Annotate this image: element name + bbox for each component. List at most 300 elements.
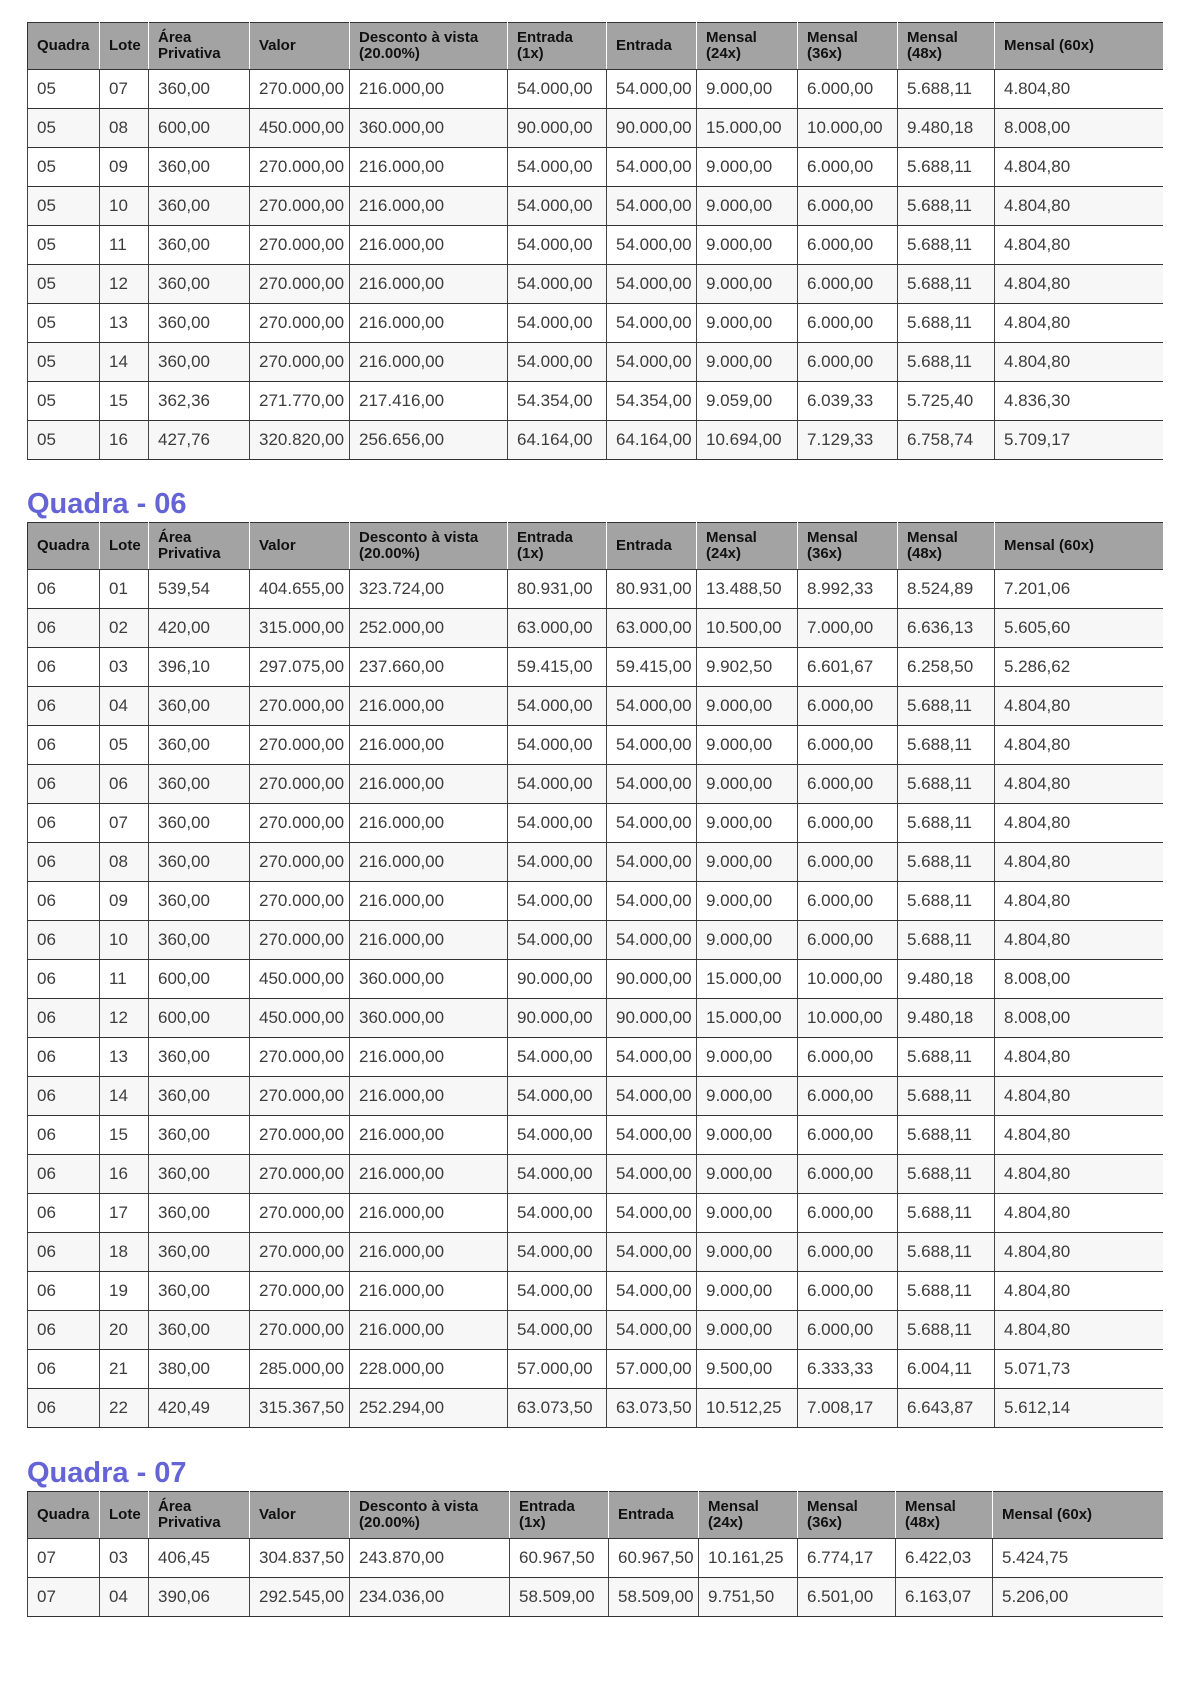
cell-entrada-1x: 90.000,00 [508,960,607,999]
cell-valor: 270.000,00 [250,304,350,343]
cell-mensal-36x: 6.000,00 [798,882,898,921]
cell-mensal-36x: 6.000,00 [798,804,898,843]
cell-lote: 20 [100,1311,149,1350]
table-row [28,1038,1163,1077]
cell-desconto-a-vista: 216.000,00 [350,304,508,343]
cell-entrada-1x: 80.931,00 [508,570,607,609]
cell-mensal-60x: 4.804,80 [995,1155,1163,1194]
cell-entrada: 90.000,00 [607,999,697,1038]
cell-entrada: 57.000,00 [607,1350,697,1389]
col-header-entrada-1x: Entrada (1x) [508,523,607,570]
cell-mensal-48x: 5.688,11 [898,882,995,921]
cell-quadra: 06 [28,726,100,765]
cell-area-privativa: 360,00 [149,148,250,187]
cell-entrada: 60.967,50 [609,1539,699,1578]
cell-mensal-48x: 5.688,11 [898,148,995,187]
cell-area-privativa: 539,54 [149,570,250,609]
cell-mensal-48x: 5.688,11 [898,1077,995,1116]
cell-entrada-1x: 54.000,00 [508,1155,607,1194]
cell-entrada-1x: 54.000,00 [508,187,607,226]
cell-area-privativa: 360,00 [149,765,250,804]
cell-desconto-a-vista: 216.000,00 [350,265,508,304]
cell-desconto-a-vista: 216.000,00 [350,765,508,804]
cell-mensal-24x: 9.000,00 [697,343,798,382]
cell-mensal-60x: 4.804,80 [995,343,1163,382]
table-row [28,148,1163,187]
cell-lote: 01 [100,570,149,609]
cell-desconto-a-vista: 216.000,00 [350,1116,508,1155]
cell-area-privativa: 360,00 [149,1272,250,1311]
col-header-desconto-a-vista: Desconto à vista (20.00%) [350,523,508,570]
cell-mensal-24x: 9.000,00 [697,1311,798,1350]
cell-area-privativa: 406,45 [149,1539,250,1578]
cell-mensal-60x: 4.804,80 [995,726,1163,765]
cell-mensal-48x: 9.480,18 [898,960,995,999]
cell-desconto-a-vista: 216.000,00 [350,1233,508,1272]
cell-desconto-a-vista: 237.660,00 [350,648,508,687]
cell-quadra: 06 [28,1038,100,1077]
cell-area-privativa: 360,00 [149,187,250,226]
cell-entrada: 54.000,00 [607,1155,697,1194]
table-row [28,648,1163,687]
cell-valor: 270.000,00 [250,804,350,843]
col-header-entrada-1x: Entrada (1x) [510,1492,609,1539]
cell-mensal-60x: 5.612,14 [995,1389,1163,1428]
cell-mensal-60x: 4.804,80 [995,843,1163,882]
cell-valor: 270.000,00 [250,921,350,960]
cell-mensal-48x: 5.688,11 [898,687,995,726]
cell-entrada: 54.000,00 [607,882,697,921]
cell-lote: 11 [100,960,149,999]
table-row [28,1194,1163,1233]
cell-mensal-24x: 9.000,00 [697,804,798,843]
cell-lote: 16 [100,1155,149,1194]
cell-lote: 02 [100,609,149,648]
cell-mensal-24x: 9.902,50 [697,648,798,687]
table-row [28,343,1163,382]
col-header-quadra: Quadra [28,23,100,70]
col-header-mensal-60x: Mensal (60x) [995,23,1163,70]
col-header-valor: Valor [250,523,350,570]
col-header-mensal-48x: Mensal (48x) [898,23,995,70]
cell-entrada-1x: 90.000,00 [508,999,607,1038]
table-row [28,1389,1163,1428]
cell-entrada: 54.000,00 [607,1272,697,1311]
cell-mensal-48x: 5.688,11 [898,921,995,960]
cell-mensal-48x: 5.688,11 [898,70,995,109]
cell-entrada: 59.415,00 [607,648,697,687]
cell-valor: 315.367,50 [250,1389,350,1428]
table-row [28,226,1163,265]
quadra-07-table [27,1491,1163,1617]
cell-mensal-24x: 9.500,00 [697,1350,798,1389]
cell-mensal-48x: 5.688,11 [898,843,995,882]
cell-mensal-36x: 7.129,33 [798,421,898,460]
cell-mensal-60x: 4.804,80 [995,265,1163,304]
cell-mensal-36x: 7.008,17 [798,1389,898,1428]
cell-quadra: 05 [28,226,100,265]
cell-valor: 450.000,00 [250,109,350,148]
table-row [28,609,1163,648]
cell-quadra: 05 [28,148,100,187]
cell-entrada-1x: 54.000,00 [508,726,607,765]
cell-mensal-36x: 6.000,00 [798,765,898,804]
cell-lote: 19 [100,1272,149,1311]
cell-mensal-36x: 6.000,00 [798,921,898,960]
cell-mensal-36x: 6.039,33 [798,382,898,421]
cell-desconto-a-vista: 216.000,00 [350,1194,508,1233]
cell-lote: 07 [100,804,149,843]
cell-entrada-1x: 54.000,00 [508,765,607,804]
cell-entrada: 58.509,00 [609,1578,699,1617]
cell-desconto-a-vista: 216.000,00 [350,226,508,265]
cell-desconto-a-vista: 252.000,00 [350,609,508,648]
cell-mensal-36x: 6.000,00 [798,1077,898,1116]
cell-quadra: 05 [28,109,100,148]
cell-entrada: 54.000,00 [607,1038,697,1077]
col-header-area-privativa: Área Privativa [149,1492,250,1539]
cell-mensal-24x: 9.000,00 [697,882,798,921]
table-row [28,921,1163,960]
cell-desconto-a-vista: 216.000,00 [350,187,508,226]
cell-entrada: 54.000,00 [607,921,697,960]
cell-entrada-1x: 54.000,00 [508,921,607,960]
cell-valor: 315.000,00 [250,609,350,648]
cell-mensal-60x: 4.804,80 [995,1233,1163,1272]
cell-entrada-1x: 57.000,00 [508,1350,607,1389]
cell-desconto-a-vista: 217.416,00 [350,382,508,421]
cell-lote: 07 [100,70,149,109]
cell-mensal-36x: 6.000,00 [798,226,898,265]
cell-entrada-1x: 54.000,00 [508,343,607,382]
col-header-mensal-48x: Mensal (48x) [896,1492,993,1539]
cell-quadra: 06 [28,882,100,921]
cell-entrada-1x: 54.000,00 [508,1272,607,1311]
cell-desconto-a-vista: 216.000,00 [350,687,508,726]
cell-valor: 270.000,00 [250,765,350,804]
cell-mensal-24x: 15.000,00 [697,960,798,999]
cell-mensal-60x: 4.804,80 [995,804,1163,843]
cell-area-privativa: 360,00 [149,843,250,882]
table-row [28,1350,1163,1389]
table-row [28,265,1163,304]
cell-mensal-48x: 6.758,74 [898,421,995,460]
cell-entrada: 54.000,00 [607,304,697,343]
cell-entrada: 80.931,00 [607,570,697,609]
cell-mensal-36x: 6.000,00 [798,70,898,109]
table-row [28,765,1163,804]
cell-desconto-a-vista: 216.000,00 [350,882,508,921]
col-header-desconto-a-vista: Desconto à vista (20.00%) [350,1492,510,1539]
cell-valor: 404.655,00 [250,570,350,609]
cell-entrada-1x: 63.000,00 [508,609,607,648]
quadra-05-table-wrap [27,22,1162,460]
table-row [28,882,1163,921]
cell-valor: 270.000,00 [250,343,350,382]
cell-mensal-60x: 4.804,80 [995,1311,1163,1350]
table-row [28,1272,1163,1311]
cell-mensal-60x: 4.804,80 [995,1272,1163,1311]
cell-mensal-36x: 8.992,33 [798,570,898,609]
cell-mensal-48x: 9.480,18 [898,109,995,148]
cell-entrada: 54.000,00 [607,765,697,804]
cell-mensal-24x: 10.161,25 [699,1539,798,1578]
table-row [28,1233,1163,1272]
cell-lote: 06 [100,765,149,804]
cell-entrada-1x: 63.073,50 [508,1389,607,1428]
cell-quadra: 06 [28,1233,100,1272]
col-header-lote: Lote [100,23,149,70]
cell-quadra: 06 [28,1272,100,1311]
cell-valor: 270.000,00 [250,1155,350,1194]
cell-mensal-48x: 5.688,11 [898,1311,995,1350]
cell-mensal-24x: 9.000,00 [697,1116,798,1155]
cell-area-privativa: 360,00 [149,1194,250,1233]
cell-entrada: 54.000,00 [607,726,697,765]
cell-area-privativa: 360,00 [149,304,250,343]
cell-entrada-1x: 60.967,50 [510,1539,609,1578]
cell-mensal-36x: 6.000,00 [798,1038,898,1077]
cell-quadra: 06 [28,1155,100,1194]
cell-mensal-24x: 9.000,00 [697,1038,798,1077]
table-row [28,304,1163,343]
cell-desconto-a-vista: 216.000,00 [350,1077,508,1116]
cell-desconto-a-vista: 216.000,00 [350,1155,508,1194]
cell-area-privativa: 360,00 [149,921,250,960]
cell-quadra: 06 [28,1311,100,1350]
table-row [28,960,1163,999]
cell-lote: 15 [100,1116,149,1155]
col-header-mensal-60x: Mensal (60x) [993,1492,1163,1539]
cell-area-privativa: 360,00 [149,1116,250,1155]
cell-entrada: 54.000,00 [607,843,697,882]
cell-mensal-60x: 5.206,00 [993,1578,1163,1617]
table-row [28,726,1163,765]
cell-area-privativa: 362,36 [149,382,250,421]
cell-desconto-a-vista: 216.000,00 [350,1272,508,1311]
table-row [28,1116,1163,1155]
cell-entrada-1x: 54.000,00 [508,1311,607,1350]
cell-quadra: 06 [28,843,100,882]
cell-mensal-60x: 7.201,06 [995,570,1163,609]
cell-desconto-a-vista: 323.724,00 [350,570,508,609]
table-row [28,187,1163,226]
cell-mensal-60x: 8.008,00 [995,109,1163,148]
cell-area-privativa: 360,00 [149,226,250,265]
cell-lote: 18 [100,1233,149,1272]
col-header-entrada-1x: Entrada (1x) [508,23,607,70]
cell-valor: 285.000,00 [250,1350,350,1389]
cell-mensal-60x: 5.286,62 [995,648,1163,687]
cell-entrada: 64.164,00 [607,421,697,460]
cell-quadra: 06 [28,765,100,804]
table-row [28,109,1163,148]
cell-area-privativa: 360,00 [149,1038,250,1077]
cell-mensal-60x: 4.804,80 [995,1116,1163,1155]
cell-entrada: 54.000,00 [607,265,697,304]
cell-mensal-60x: 4.804,80 [995,148,1163,187]
cell-quadra: 06 [28,1116,100,1155]
cell-entrada-1x: 58.509,00 [510,1578,609,1617]
cell-entrada: 54.000,00 [607,70,697,109]
cell-mensal-24x: 9.000,00 [697,726,798,765]
cell-area-privativa: 427,76 [149,421,250,460]
cell-mensal-36x: 6.000,00 [798,1233,898,1272]
cell-quadra: 06 [28,999,100,1038]
cell-area-privativa: 600,00 [149,960,250,999]
cell-area-privativa: 360,00 [149,1311,250,1350]
cell-mensal-36x: 6.000,00 [798,1155,898,1194]
cell-mensal-24x: 9.000,00 [697,304,798,343]
cell-mensal-60x: 4.804,80 [995,765,1163,804]
cell-mensal-36x: 6.000,00 [798,187,898,226]
cell-mensal-36x: 6.774,17 [798,1539,896,1578]
cell-valor: 297.075,00 [250,648,350,687]
cell-area-privativa: 360,00 [149,1155,250,1194]
cell-valor: 450.000,00 [250,960,350,999]
cell-mensal-24x: 9.000,00 [697,70,798,109]
cell-lote: 03 [100,1539,149,1578]
cell-mensal-24x: 10.500,00 [697,609,798,648]
cell-valor: 270.000,00 [250,1233,350,1272]
cell-mensal-36x: 6.000,00 [798,1116,898,1155]
cell-mensal-24x: 13.488,50 [697,570,798,609]
cell-mensal-24x: 10.512,25 [697,1389,798,1428]
cell-area-privativa: 420,49 [149,1389,250,1428]
cell-entrada-1x: 54.000,00 [508,804,607,843]
cell-valor: 270.000,00 [250,1077,350,1116]
cell-valor: 450.000,00 [250,999,350,1038]
cell-mensal-48x: 6.004,11 [898,1350,995,1389]
cell-desconto-a-vista: 216.000,00 [350,1311,508,1350]
cell-mensal-48x: 5.688,11 [898,343,995,382]
cell-area-privativa: 360,00 [149,1077,250,1116]
col-header-area-privativa: Área Privativa [149,523,250,570]
cell-entrada: 90.000,00 [607,960,697,999]
cell-mensal-48x: 5.688,11 [898,226,995,265]
cell-mensal-48x: 5.688,11 [898,304,995,343]
cell-quadra: 05 [28,70,100,109]
cell-area-privativa: 390,06 [149,1578,250,1617]
cell-lote: 14 [100,1077,149,1116]
cell-area-privativa: 600,00 [149,999,250,1038]
cell-desconto-a-vista: 216.000,00 [350,921,508,960]
table-row [28,804,1163,843]
table-row [28,421,1163,460]
cell-mensal-60x: 4.804,80 [995,1038,1163,1077]
cell-mensal-48x: 8.524,89 [898,570,995,609]
table-row [28,1077,1163,1116]
cell-valor: 270.000,00 [250,687,350,726]
cell-quadra: 06 [28,804,100,843]
col-header-area-privativa: Área Privativa [149,23,250,70]
cell-quadra: 06 [28,960,100,999]
cell-lote: 16 [100,421,149,460]
cell-mensal-36x: 6.000,00 [798,1194,898,1233]
cell-entrada: 54.000,00 [607,148,697,187]
cell-mensal-60x: 4.804,80 [995,70,1163,109]
cell-valor: 270.000,00 [250,1038,350,1077]
cell-valor: 270.000,00 [250,843,350,882]
cell-entrada-1x: 59.415,00 [508,648,607,687]
cell-desconto-a-vista: 360.000,00 [350,999,508,1038]
header-row [28,523,1163,570]
cell-valor: 304.837,50 [250,1539,350,1578]
cell-quadra: 06 [28,1194,100,1233]
cell-mensal-48x: 5.688,11 [898,1116,995,1155]
cell-area-privativa: 360,00 [149,726,250,765]
cell-desconto-a-vista: 243.870,00 [350,1539,510,1578]
cell-entrada-1x: 54.000,00 [508,1038,607,1077]
cell-lote: 13 [100,1038,149,1077]
col-header-lote: Lote [100,523,149,570]
cell-lote: 22 [100,1389,149,1428]
cell-desconto-a-vista: 216.000,00 [350,726,508,765]
cell-mensal-48x: 5.688,11 [898,765,995,804]
cell-desconto-a-vista: 252.294,00 [350,1389,508,1428]
cell-area-privativa: 360,00 [149,804,250,843]
cell-area-privativa: 380,00 [149,1350,250,1389]
cell-mensal-36x: 6.000,00 [798,265,898,304]
cell-mensal-48x: 5.688,11 [898,726,995,765]
cell-quadra: 06 [28,687,100,726]
col-header-mensal-24x: Mensal (24x) [699,1492,798,1539]
cell-mensal-48x: 6.643,87 [898,1389,995,1428]
col-header-valor: Valor [250,23,350,70]
cell-mensal-36x: 6.000,00 [798,726,898,765]
cell-area-privativa: 360,00 [149,70,250,109]
cell-mensal-60x: 4.804,80 [995,1194,1163,1233]
cell-valor: 270.000,00 [250,1194,350,1233]
cell-quadra: 06 [28,1077,100,1116]
cell-entrada: 54.354,00 [607,382,697,421]
cell-quadra: 07 [28,1539,100,1578]
cell-lote: 17 [100,1194,149,1233]
cell-mensal-60x: 4.804,80 [995,226,1163,265]
cell-lote: 12 [100,265,149,304]
cell-valor: 270.000,00 [250,265,350,304]
cell-mensal-24x: 9.000,00 [697,1233,798,1272]
cell-lote: 09 [100,882,149,921]
cell-entrada: 54.000,00 [607,226,697,265]
cell-entrada-1x: 54.000,00 [508,882,607,921]
cell-lote: 10 [100,187,149,226]
table-row [28,999,1163,1038]
cell-mensal-48x: 6.422,03 [896,1539,993,1578]
cell-quadra: 06 [28,921,100,960]
cell-valor: 270.000,00 [250,187,350,226]
cell-entrada-1x: 54.000,00 [508,70,607,109]
cell-valor: 270.000,00 [250,882,350,921]
cell-desconto-a-vista: 234.036,00 [350,1578,510,1617]
cell-mensal-60x: 4.804,80 [995,304,1163,343]
cell-mensal-48x: 6.163,07 [896,1578,993,1617]
cell-mensal-36x: 6.501,00 [798,1578,896,1617]
cell-mensal-24x: 9.000,00 [697,1194,798,1233]
col-header-quadra: Quadra [28,1492,100,1539]
cell-quadra: 05 [28,265,100,304]
cell-desconto-a-vista: 216.000,00 [350,70,508,109]
table-row [28,687,1163,726]
cell-desconto-a-vista: 216.000,00 [350,804,508,843]
cell-mensal-60x: 4.804,80 [995,187,1163,226]
cell-mensal-48x: 5.688,11 [898,1272,995,1311]
cell-entrada: 54.000,00 [607,343,697,382]
cell-area-privativa: 420,00 [149,609,250,648]
cell-valor: 320.820,00 [250,421,350,460]
cell-quadra: 06 [28,1389,100,1428]
cell-entrada-1x: 90.000,00 [508,109,607,148]
